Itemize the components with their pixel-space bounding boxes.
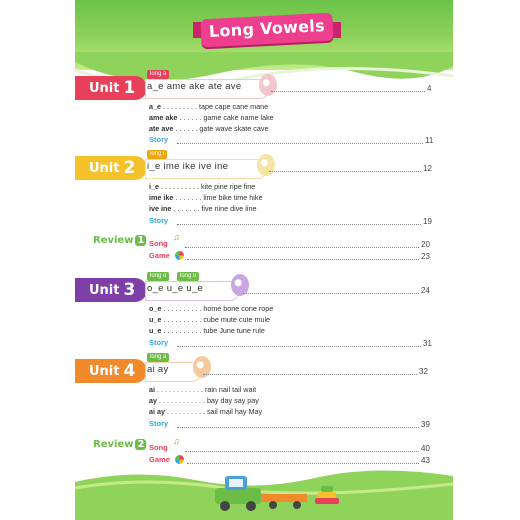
unit-number: 2 <box>123 158 136 178</box>
phonics-key: o_e <box>149 304 162 313</box>
phonics-key: a_e <box>149 102 161 111</box>
phonics-key: ate ave <box>149 124 174 133</box>
dot-leader <box>271 91 425 92</box>
review-number: 2 <box>137 439 145 450</box>
game-link[interactable]: Game <box>149 251 170 260</box>
dot-leader <box>185 247 419 248</box>
list-item: ate ave . . . . . . gate wave skate cave <box>149 124 269 133</box>
phonics-key: ai ay <box>149 407 165 416</box>
list-item: ai ay . . . . . . . . . . sail mail hay May <box>149 407 263 416</box>
example-words: five nine dive line <box>201 204 257 213</box>
unit-label: Unit <box>89 363 120 379</box>
page-number: 20 <box>421 240 430 249</box>
story-link[interactable]: Story <box>149 338 169 347</box>
page-number: 11 <box>425 136 434 145</box>
list-item: ai . . . . . . . . . . . . rain nail tail wait <box>149 385 257 394</box>
example-words: tape cape cane mane <box>198 102 269 111</box>
unit-number: 4 <box>123 361 136 381</box>
page-number: 4 <box>427 84 432 93</box>
unit-label: Unit <box>89 80 120 96</box>
music-note-icon: ♫ <box>173 232 180 242</box>
example-words: cube mute cute mule <box>203 315 271 324</box>
unit-1-roll-icon <box>259 74 277 96</box>
phonics-key: ay <box>149 396 157 405</box>
example-words: lime bike time hike <box>203 193 263 202</box>
unit-4-tab[interactable] <box>75 359 147 383</box>
phonics-key: ame ake <box>149 113 178 122</box>
review-2-label[interactable] <box>93 439 146 450</box>
dot-leader <box>185 451 419 452</box>
dot-leader <box>177 346 421 347</box>
example-words: game cake name lake <box>203 113 274 122</box>
sound-tag: long u <box>177 272 199 281</box>
game-link[interactable]: Game <box>149 455 170 464</box>
page-number: 23 <box>421 252 430 261</box>
unit-number: 3 <box>123 280 136 300</box>
unit-3-tab[interactable] <box>75 278 147 302</box>
phonics-key: ime ike <box>149 193 174 202</box>
review-label: Review <box>93 439 134 450</box>
sound-tag: long o <box>147 272 169 281</box>
story-link[interactable]: Story <box>149 419 169 428</box>
dot-leader <box>187 259 419 260</box>
example-words: rain nail tail wait <box>204 385 257 394</box>
unit-number: 1 <box>123 78 136 98</box>
page-number: 31 <box>423 339 432 348</box>
unit-heading: i_e ime ike ive ine <box>147 161 229 172</box>
story-link[interactable]: Story <box>149 216 169 225</box>
unit-label: Unit <box>89 282 120 298</box>
sound-tag: long a <box>147 353 169 362</box>
page-number: 43 <box>421 456 430 465</box>
unit-label: Unit <box>89 160 120 176</box>
example-words: tube June tune rule <box>203 326 265 335</box>
song-link[interactable]: Song <box>149 239 168 248</box>
story-link[interactable]: Story <box>149 135 169 144</box>
page-number: 12 <box>423 164 432 173</box>
dot-leader <box>177 143 423 144</box>
unit-heading: o_e u_e u_e <box>147 283 204 294</box>
table-of-contents-page <box>75 0 453 520</box>
example-words: home bone cone rope <box>203 304 274 313</box>
phonics-key: i_e <box>149 182 159 191</box>
review-label: Review <box>93 235 134 246</box>
phonics-key: ai <box>149 385 155 394</box>
example-words: gate wave skate cave <box>199 124 269 133</box>
dot-leader <box>177 427 419 428</box>
list-item: ive ine . . . . . . . five nine dive line <box>149 204 257 213</box>
page-number: 24 <box>421 286 430 295</box>
dot-leader <box>269 171 421 172</box>
phonics-key: ive ine <box>149 204 172 213</box>
unit-1-tab[interactable] <box>75 76 147 100</box>
list-item: ame ake . . . . . . game cake name lake <box>149 113 274 122</box>
unit-heading: a_e ame ake ate ave <box>147 81 242 92</box>
review-number: 1 <box>137 235 145 246</box>
example-words: kite pine ripe fine <box>200 182 256 191</box>
list-item: u_e . . . . . . . . . . tube June tune rule <box>149 326 265 335</box>
list-item: o_e . . . . . . . . . . home bone cone rope <box>149 304 274 313</box>
list-item: u_e . . . . . . . . . . cube mute cute mule <box>149 315 271 324</box>
song-link[interactable]: Song <box>149 443 168 452</box>
page-title: Long Vowels <box>208 15 326 42</box>
dot-leader <box>177 224 421 225</box>
phonics-key: u_e <box>149 326 162 335</box>
sound-tag: long a <box>147 70 169 79</box>
unit-2-roll-icon <box>257 154 275 176</box>
review-1-label[interactable] <box>93 235 146 246</box>
page-number: 19 <box>423 217 432 226</box>
unit-heading: ai ay <box>147 364 169 375</box>
list-item: a_e . . . . . . . . . tape cape cane mane <box>149 102 269 111</box>
phonics-key: u_e <box>149 315 162 324</box>
list-item: i_e . . . . . . . . . . kite pine ripe fine <box>149 182 256 191</box>
page-number: 40 <box>421 444 430 453</box>
list-item: ay . . . . . . . . . . . . bay day say pay <box>149 396 259 405</box>
example-words: sail mail hay May <box>206 407 263 416</box>
music-note-icon: ♫ <box>173 436 180 446</box>
list-item: ime ike . . . . . . . lime bike time hike <box>149 193 263 202</box>
footer-grass-illustration <box>75 458 453 520</box>
game-ball-icon <box>175 251 184 260</box>
page-number: 39 <box>421 420 430 429</box>
dot-leader <box>203 374 417 375</box>
unit-2-tab[interactable] <box>75 156 147 180</box>
page-number: 32 <box>419 367 428 376</box>
dot-leader <box>243 293 419 294</box>
example-words: bay day say pay <box>206 396 259 405</box>
sound-tag: long i <box>147 150 167 159</box>
